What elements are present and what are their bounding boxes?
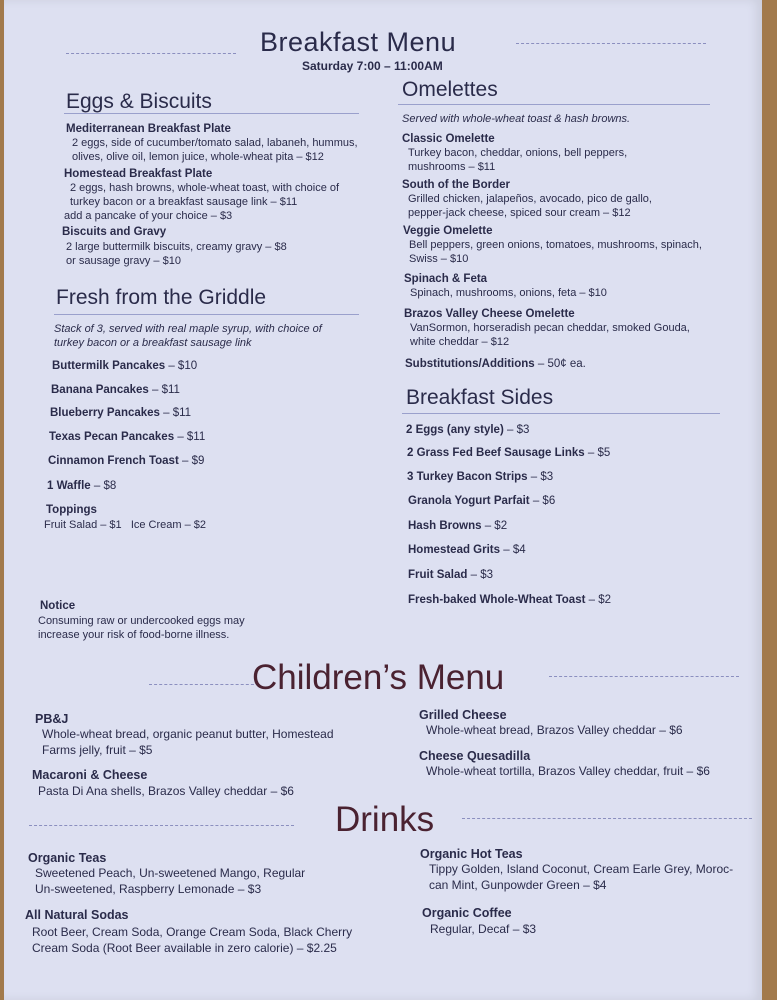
kids-mac-desc: Pasta Di Ana shells, Brazos Valley cheddar – $6 (38, 784, 294, 798)
toppings-heading: Toppings (46, 504, 97, 516)
item-mediterranean-name: Mediterranean Breakfast Plate (66, 123, 231, 135)
griddle-item: Buttermilk Pancakes – $10 (52, 360, 198, 372)
kids-mac-name: Macaroni & Cheese (32, 768, 148, 782)
kids-pbj-name: PB&J (35, 712, 69, 726)
sides-heading: Breakfast Sides (406, 386, 554, 409)
omelettes-underline (398, 104, 710, 105)
item-biscuits-name: Biscuits and Gravy (62, 226, 167, 238)
menu-sheet (4, 0, 762, 1000)
item-brazos-omelette-desc: VanSormon, horseradish pecan cheddar, smoked Gouda, white cheddar – $12 (410, 322, 690, 348)
eggs-heading: Eggs & Biscuits (66, 90, 212, 113)
item-spinach-feta-name: Spinach & Feta (404, 273, 488, 285)
children-rule-right (549, 676, 739, 677)
item-classic-omelette-desc: Turkey bacon, cheddar, onions, bell peppers, mushrooms – $11 (408, 147, 628, 173)
header-rule-right (516, 43, 706, 44)
header-rule-left (66, 53, 236, 54)
item-veggie-omelette-desc: Bell peppers, green onions, tomatoes, mushrooms, spinach, Swiss – $10 (409, 239, 702, 265)
children-heading: Children’s Menu (252, 658, 505, 697)
drink-coffee-desc: Regular, Decaf – $3 (430, 922, 537, 936)
drinks-rule-right (462, 818, 752, 819)
griddle-item: Cinnamon French Toast – $9 (48, 455, 205, 467)
drink-organic-teas-desc: Sweetened Peach, Un-sweetened Mango, Regular Un-sweetened, Raspberry Lemonade – $3 (35, 866, 306, 896)
kids-quesadilla-desc: Whole-wheat tortilla, Brazos Valley cheddar, fruit – $6 (426, 764, 710, 778)
notice-text: Consuming raw or undercooked eggs may increase your risk of food-borne illness. (38, 615, 245, 641)
omelettes-heading: Omelettes (402, 78, 498, 101)
omelettes-intro: Served with whole-wheat toast & hash browns. (402, 113, 631, 125)
item-biscuits-desc: 2 large buttermilk biscuits, creamy gravy – $8 or sausage gravy – $10 (66, 241, 287, 267)
eggs-underline (64, 113, 359, 114)
drink-coffee-name: Organic Coffee (422, 906, 512, 920)
side-item: Homestead Grits – $4 (408, 544, 526, 556)
kids-quesadilla-name: Cheese Quesadilla (419, 749, 531, 763)
drink-hot-teas-name: Organic Hot Teas (420, 847, 523, 861)
item-south-border-desc: Grilled chicken, jalapeños, avocado, pico de gallo, pepper-jack cheese, spiced sour cream – $12 (408, 193, 652, 219)
menu-title: Breakfast Menu (260, 27, 457, 57)
griddle-item: Blueberry Pancakes – $11 (50, 407, 192, 419)
griddle-item: Banana Pancakes – $11 (51, 384, 180, 396)
substitutions-line: Substitutions/Additions – 50¢ ea. (405, 358, 586, 370)
notice-heading: Notice (40, 600, 76, 612)
drink-hot-teas-desc: Tippy Golden, Island Coconut, Cream Earle Grey, Moroc- can Mint, Gunpowder Green – $4 (429, 862, 734, 892)
item-spinach-feta-desc: Spinach, mushrooms, onions, feta – $10 (410, 287, 607, 299)
drink-organic-teas-name: Organic Teas (28, 851, 107, 865)
griddle-underline (54, 314, 359, 315)
griddle-intro: Stack of 3, served with real maple syrup, with choice of turkey bacon or a breakfast sausage link (54, 323, 322, 349)
drinks-rule-left (29, 825, 294, 826)
item-brazos-omelette-name: Brazos Valley Cheese Omelette (404, 308, 575, 320)
item-veggie-omelette-name: Veggie Omelette (403, 225, 493, 237)
drink-sodas-desc: Root Beer, Cream Soda, Orange Cream Soda, Black Cherry Cream Soda (Root Beer available in zero calorie) – $2.25 (32, 925, 353, 955)
item-mediterranean-desc: 2 eggs, side of cucumber/tomato salad, labaneh, hummus, olives, olive oil, lemon juice, whole-wheat pita – $12 (72, 137, 358, 163)
side-item: Fresh-baked Whole-Wheat Toast – $2 (408, 594, 612, 606)
item-classic-omelette-name: Classic Omelette (402, 133, 495, 145)
griddle-item: Texas Pecan Pancakes – $11 (49, 431, 206, 443)
item-homestead-name: Homestead Breakfast Plate (64, 168, 213, 180)
drinks-heading: Drinks (335, 800, 435, 839)
kids-pbj-desc: Whole-wheat bread, organic peanut butter, Homestead Farms jelly, fruit – $5 (42, 727, 334, 757)
children-rule-left (149, 684, 259, 685)
item-homestead-desc: 2 eggs, hash browns, whole-wheat toast, with choice of turkey bacon or a breakfast sausage link – $11 add a pancake of your choice – $3 (64, 182, 340, 222)
side-item: Hash Browns – $2 (408, 520, 508, 532)
toppings-line: Fruit Salad – $1 Ice Cream – $2 (44, 519, 207, 531)
kids-grilled-cheese-name: Grilled Cheese (419, 708, 507, 722)
side-item: 3 Turkey Bacon Strips – $3 (407, 471, 554, 483)
griddle-heading: Fresh from the Griddle (56, 286, 267, 309)
side-item: Granola Yogurt Parfait – $6 (408, 495, 556, 507)
drink-sodas-name: All Natural Sodas (25, 908, 129, 922)
item-south-border-name: South of the Border (402, 179, 510, 191)
side-item: 2 Eggs (any style) – $3 (406, 424, 530, 436)
menu-hours: Saturday 7:00 – 11:00AM (302, 59, 443, 73)
kids-grilled-cheese-desc: Whole-wheat bread, Brazos Valley cheddar – $6 (426, 723, 683, 737)
griddle-item: 1 Waffle – $8 (47, 480, 117, 492)
sides-underline (402, 413, 720, 414)
side-item: 2 Grass Fed Beef Sausage Links – $5 (407, 447, 611, 459)
side-item: Fruit Salad – $3 (408, 569, 494, 581)
